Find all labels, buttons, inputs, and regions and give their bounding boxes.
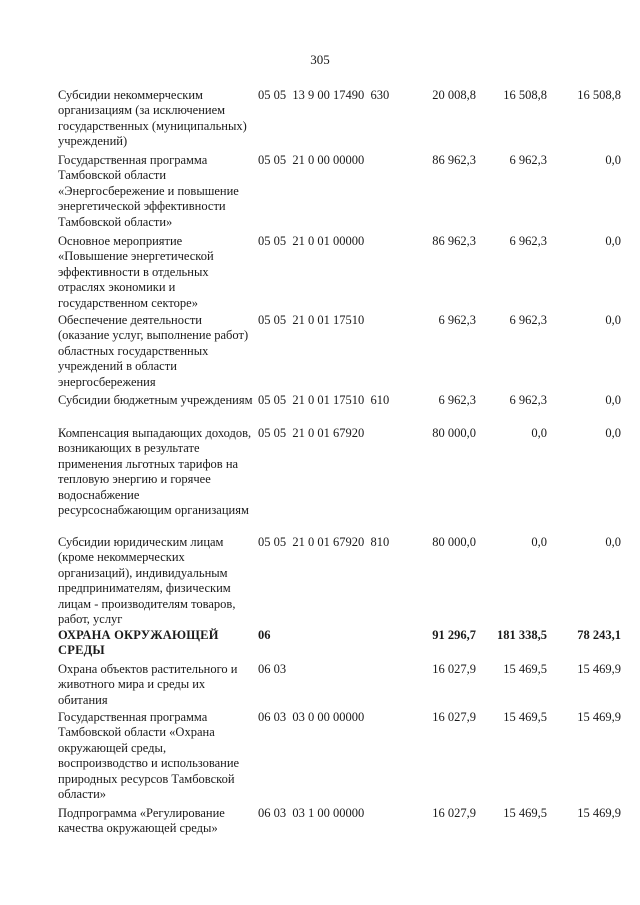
row-value-1: 80 000,0 (432, 535, 476, 549)
row-value-3: 0,0 (605, 313, 621, 327)
row-value-1: 91 296,7 (432, 628, 476, 642)
row-value-3: 15 469,9 (577, 710, 621, 724)
row-value-3: 0,0 (605, 234, 621, 248)
row-name: Подпрограмма «Регулирование качества окружающей среды» (58, 806, 225, 836)
row-name: Обеспечение деятельности (оказание услуг, выполнение работ) областных государственных учреждений в области энергосбережения (58, 313, 249, 389)
row-code: 05 05 21 0 00 00000 (258, 153, 365, 167)
row-value-3: 0,0 (605, 535, 621, 549)
row-code: 05 05 21 0 01 67920 (258, 426, 365, 440)
row-code: 05 05 21 0 01 00000 (258, 234, 365, 248)
row-code: 05 05 21 0 01 17510 (258, 313, 365, 327)
row-value-1: 86 962,3 (432, 153, 476, 167)
row-value-3: 0,0 (605, 426, 621, 440)
row-name: Основное мероприятие «Повышение энергетической эффективности в отдельных отраслях экономики и государственном секторе» (58, 234, 214, 310)
row-value-2: 6 962,3 (509, 393, 547, 407)
row-code: 05 05 13 9 00 17490 630 (258, 88, 390, 102)
row-value-3: 78 243,1 (577, 628, 621, 642)
row-value-3: 16 508,8 (577, 88, 621, 102)
page-number: 305 (310, 52, 330, 67)
row-value-2: 181 338,5 (497, 628, 547, 642)
row-value-2: 0,0 (531, 426, 547, 440)
row-name: Компенсация выпадающих доходов, возникающих в результате применения льготных тарифов на тепловую энергию и горячее водоснабжение ресурсоснабжающим организациям (58, 426, 252, 518)
row-name: Субсидии бюджетным учреждениям (58, 393, 253, 407)
row-name: Субсидии юридическим лицам (кроме некоммерческих организаций), индивидуальным предпринимателям, физическим лицам - производителям товаров, работ, услуг (58, 535, 236, 627)
row-value-1: 6 962,3 (438, 393, 476, 407)
row-value-1: 20 008,8 (432, 88, 476, 102)
row-value-3: 15 469,9 (577, 806, 621, 820)
row-code: 06 (258, 628, 271, 642)
row-name: Субсидии некоммерческим организациям (за исключением государственных (муниципальных) учреждений) (58, 88, 247, 149)
row-value-2: 6 962,3 (509, 313, 547, 327)
row-code: 05 05 21 0 01 17510 610 (258, 393, 390, 407)
row-name: Государственная программа Тамбовской области «Охрана окружающей среды, воспроизводство и использование природных ресурсов Тамбовской области» (58, 710, 240, 802)
row-name: Охрана объектов растительного и животного мира и среды их обитания (58, 662, 238, 707)
row-value-3: 0,0 (605, 153, 621, 167)
row-code: 06 03 03 0 00 00000 (258, 710, 365, 724)
row-value-1: 16 027,9 (432, 662, 476, 676)
row-code: 06 03 03 1 00 00000 (258, 806, 365, 820)
row-value-2: 15 469,5 (503, 710, 547, 724)
row-value-2: 15 469,5 (503, 806, 547, 820)
row-value-1: 86 962,3 (432, 234, 476, 248)
row-value-1: 16 027,9 (432, 710, 476, 724)
row-code: 05 05 21 0 01 67920 810 (258, 535, 390, 549)
row-value-2: 16 508,8 (503, 88, 547, 102)
row-name: Государственная программа Тамбовской области «Энергосбережение и повышение энергетической эффективности Тамбовской области» (58, 153, 239, 229)
row-value-2: 15 469,5 (503, 662, 547, 676)
row-code: 06 03 (258, 662, 287, 676)
row-value-2: 6 962,3 (509, 153, 547, 167)
row-value-2: 0,0 (531, 535, 547, 549)
row-value-2: 6 962,3 (509, 234, 547, 248)
row-value-1: 16 027,9 (432, 806, 476, 820)
row-value-3: 15 469,9 (577, 662, 621, 676)
section-title: ОХРАНА ОКРУЖАЮЩЕЙ СРЕДЫ (58, 628, 219, 658)
row-value-1: 80 000,0 (432, 426, 476, 440)
row-value-3: 0,0 (605, 393, 621, 407)
row-value-1: 6 962,3 (438, 313, 476, 327)
